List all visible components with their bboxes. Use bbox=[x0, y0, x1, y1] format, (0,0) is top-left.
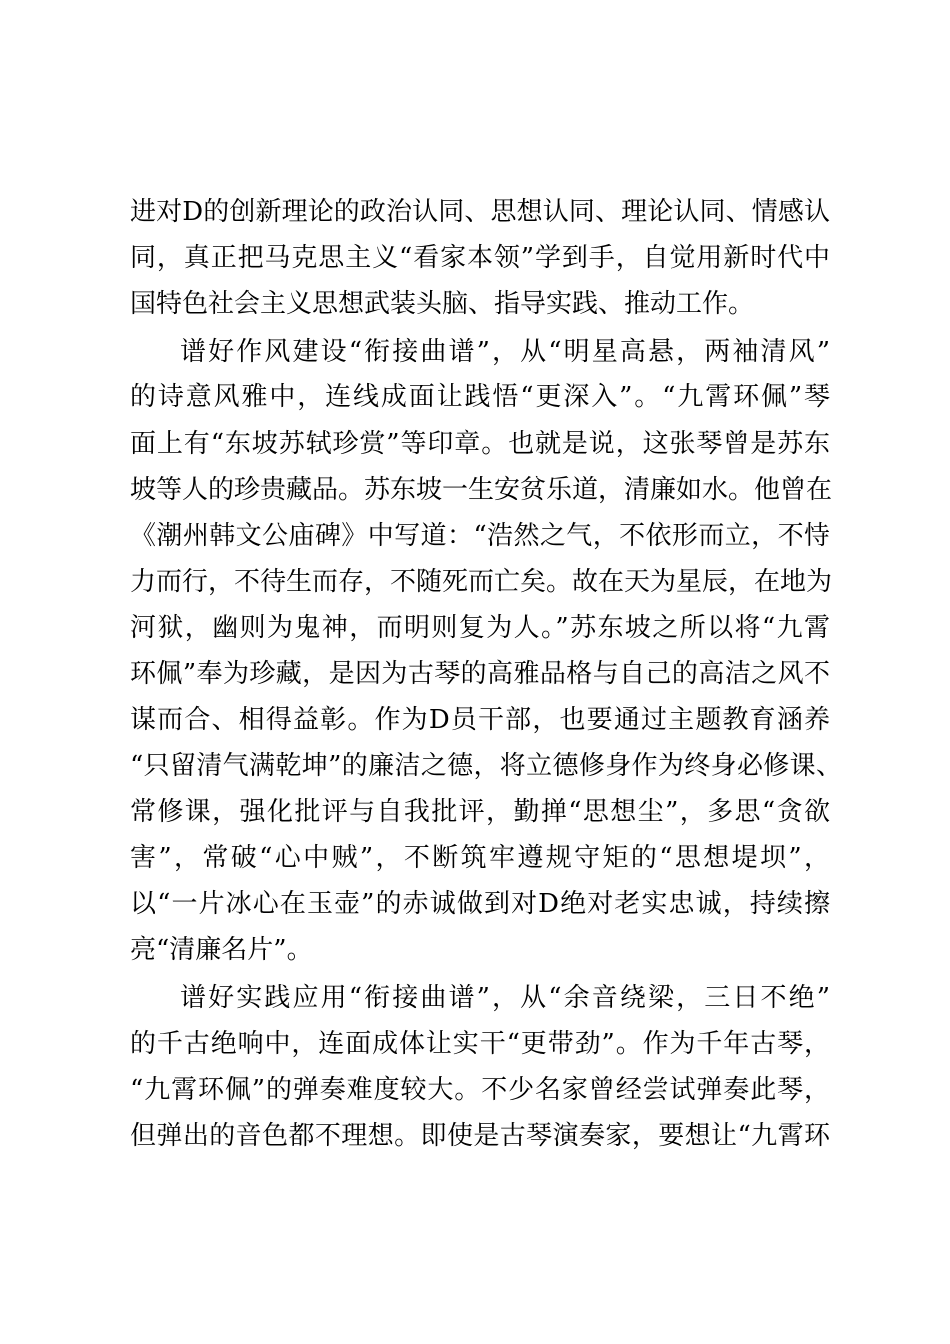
paragraph-2-line-10: “只留清气满乾坤”的廉洁之德，将立德修身作为终身必修课、 bbox=[130, 751, 842, 781]
paragraph-2-line-7: 河狱，幽则为鬼神，而明则复为人。”苏东坡之所以将“九霄 bbox=[130, 613, 830, 643]
paragraph-3-line-2: 的千古绝响中，连面成体让实干“更带劲”。作为千年古琴， bbox=[130, 1029, 830, 1059]
paragraph-2-line-4: 坡等人的珍贵藏品。苏东坡一生安贫乐道，清廉如水。他曾在 bbox=[130, 475, 833, 505]
paragraph-1-line-1: 进对D的创新理论的政治认同、思想认同、理论认同、情感认 bbox=[130, 197, 830, 227]
paragraph-2-line-6: 力而行，不待生而存，不随死而亡矣。故在天为星辰，在地为 bbox=[130, 567, 833, 597]
paragraph-2-line-9: 谋而合、相得益彰。作为D员干部，也要通过主题教育涵养 bbox=[130, 705, 830, 735]
paragraph-3-line-3: “九霄环佩”的弹奏难度较大。不少名家曾经尝试弹奏此琴， bbox=[130, 1075, 830, 1105]
paragraph-2-line-2: 的诗意风雅中，连线成面让践悟“更深入”。“九霄环佩”琴 bbox=[130, 382, 830, 412]
paragraph-2-line-3: 面上有“东坡苏轼珍赏”等印章。也就是说，这张琴曾是苏东 bbox=[130, 429, 830, 459]
paragraph-2-line-8: 环佩”奉为珍藏，是因为古琴的高雅品格与自己的高洁之风不 bbox=[130, 659, 830, 689]
paragraph-1-line-3: 国特色社会主义思想武装头脑、指导实践、推动工作。 bbox=[130, 289, 755, 319]
paragraph-3-line-1: 谱好实践应用“衔接曲谱”，从“余音绕梁，三日不绝” bbox=[180, 983, 830, 1013]
paragraph-1-line-2: 同，真正把马克思主义“看家本领”学到手，自觉用新时代中 bbox=[130, 243, 830, 273]
paragraph-3-line-4: 但弹出的音色都不理想。即使是古琴演奏家，要想让“九霄环 bbox=[130, 1121, 830, 1151]
paragraph-2-line-5: 《潮州韩文公庙碑》中写道：“浩然之气，不依形而立，不恃 bbox=[130, 521, 830, 551]
paragraph-2-line-12: 害”，常破“心中贼”，不断筑牢遵规守矩的“思想堤坝”， bbox=[130, 843, 830, 873]
paragraph-2-line-11: 常修课，强化批评与自我批评，勤掸“思想尘”，多思“贪欲 bbox=[130, 797, 830, 827]
paragraph-2-line-13: 以“一片冰心在玉壶”的赤诚做到对D绝对老实忠诚，持续擦 bbox=[130, 889, 830, 919]
paragraph-2-line-1: 谱好作风建设“衔接曲谱”，从“明星高悬，两袖清风” bbox=[180, 337, 830, 367]
paragraph-2-line-14: 亮“清廉名片”。 bbox=[130, 935, 313, 965]
